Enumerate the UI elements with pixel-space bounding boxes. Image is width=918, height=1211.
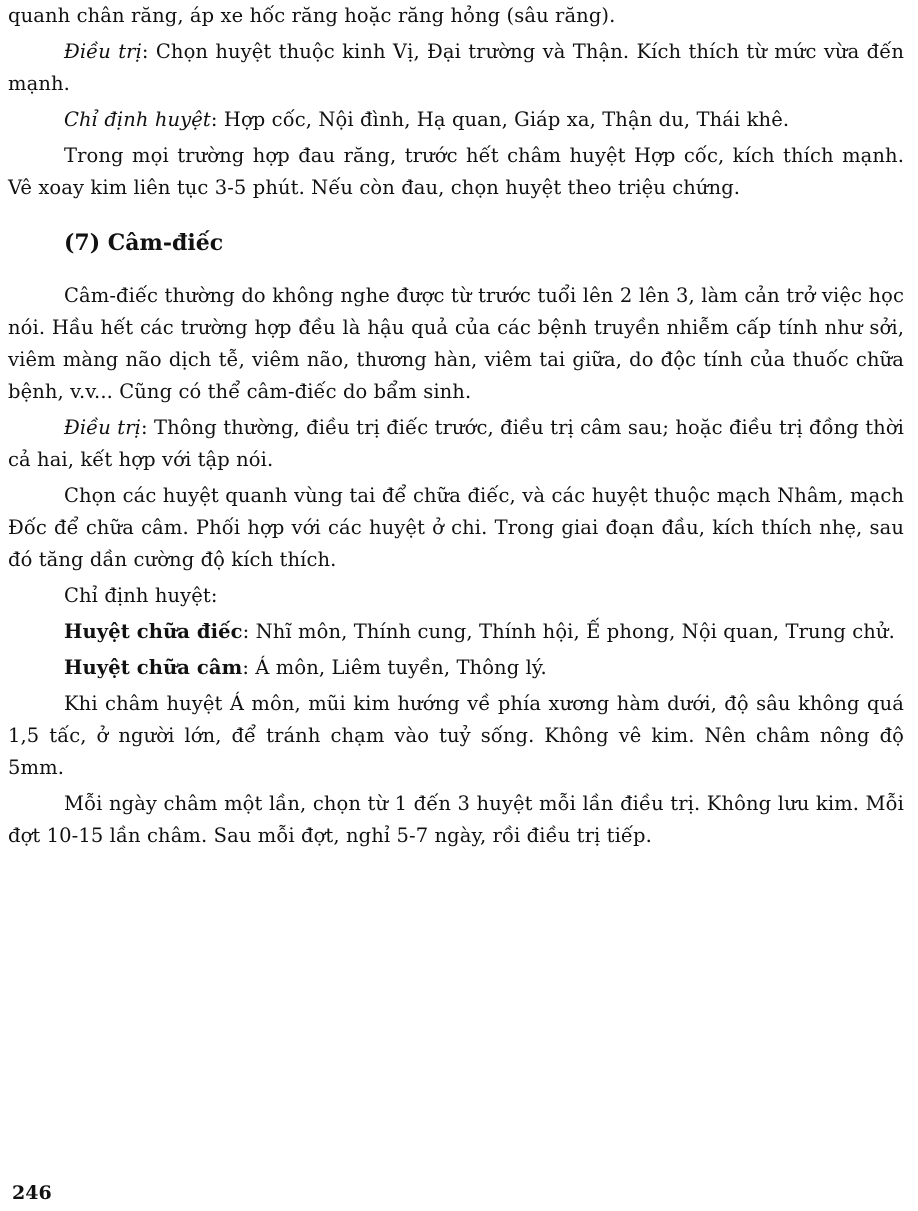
paragraph-mutism-points [8,652,904,684]
page-number: 246 [12,1182,52,1204]
paragraph-deaf-mute-intro: Câm-điếc thường do không nghe được từ trước tuổi lên 2 lên 3, làm cản trở việc học nói. Hầu hết các trường hợp đều là hậu quả của các bệnh truyền nhiễm cấp tính như sởi, viêm màng não dịch tễ, viêm não, thương hàn, viêm tai giữa, do độc tính của thuốc chữa bệnh, v.v... Cũng có thể câm-điếc do bẩm sinh. [8,284,904,403]
page-body [8,0,904,852]
deaf-mute-treatment-label: Điều trị [64,416,141,439]
paragraph-point-selection: Chọn các huyệt quanh vùng tai để chữa điếc, và các huyệt thuộc mạch Nhâm, mạch Đốc để chữa câm. Phối hợp với các huyệt ở chi. Trong giai đoạn đầu, kích thích nhẹ, sau đó tăng dần cường độ kích thích. [8,484,904,571]
section-heading: (7) Câm-điếc [64,230,224,256]
paragraph-indicated-points [8,104,904,136]
treatment-text: : Chọn huyệt thuộc kinh Vị, Đại trường và Thận. Kích thích từ mức vừa đến mạnh. [8,40,904,95]
paragraph-indicated-header: Chỉ định huyệt: [64,584,218,607]
paragraph-deaf-mute-treatment [8,412,904,476]
paragraph-deafness-points [8,616,904,648]
paragraph-treatment [8,36,904,100]
paragraph-toothache-note: Trong mọi trường hợp đau răng, trước hết châm huyệt Hợp cốc, kích thích mạnh. Vê xoay kim liên tục 3-5 phút. Nếu còn đau, chọn huyệt theo triệu chứng. [8,144,904,199]
paragraph-treatment-schedule: Mỗi ngày châm một lần, chọn từ 1 đến 3 huyệt mỗi lần điều trị. Không lưu kim. Mỗi đợt 10-15 lần châm. Sau mỗi đợt, nghỉ 5-7 ngày, rồi điều trị tiếp. [8,792,904,847]
paragraph-continuation: quanh chân răng, áp xe hốc răng hoặc răng hỏng (sâu răng). [8,4,616,27]
mutism-points-label: Huyệt chữa câm [64,656,243,679]
deafness-points-text: : Nhĩ môn, Thính cung, Thính hội, Ế phong, Nội quan, Trung chử. [242,620,895,643]
deaf-mute-treatment-text: : Thông thường, điều trị điếc trước, điều trị câm sau; hoặc điều trị đồng thời cả hai, kết hợp với tập nói. [8,416,904,471]
deafness-points-label: Huyệt chữa điếc [64,620,243,643]
indicated-points-label: Chỉ định huyệt [64,108,211,131]
indicated-points-text: : Hợp cốc, Nội đình, Hạ quan, Giáp xa, Thận du, Thái khê. [210,108,790,131]
paragraph-a-mon-technique: Khi châm huyệt Á môn, mũi kim hướng về phía xương hàm dưới, độ sâu không quá 1,5 tấc, ở người lớn, để tránh chạm vào tuỷ sống. Không vê kim. Nên châm nông độ 5mm. [8,692,904,779]
mutism-points-text: : Á môn, Liêm tuyền, Thông lý. [242,656,547,679]
treatment-label: Điều trị [64,40,142,63]
